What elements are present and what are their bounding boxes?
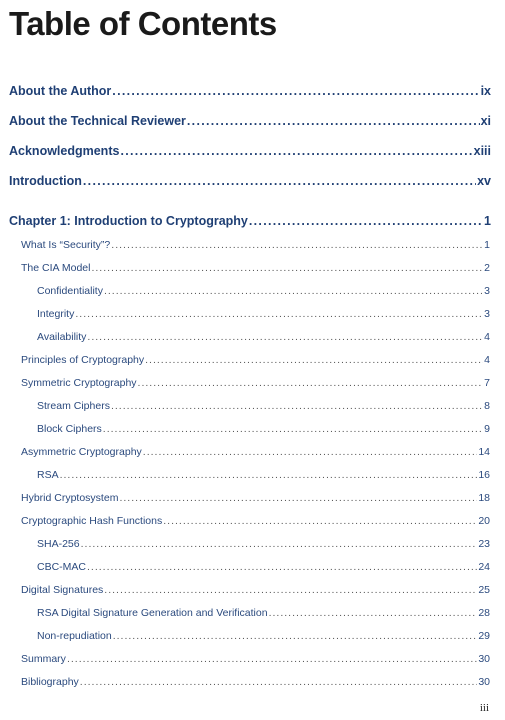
toc-entry-label: Non-repudiation: [37, 630, 112, 642]
toc-entry-label: Availability: [37, 331, 87, 343]
toc-entry-page: 3: [484, 285, 490, 297]
toc-entry-hybrid-cryptosystem[interactable]: [21, 492, 490, 504]
toc-entry-page: 7: [484, 377, 490, 389]
toc-entry-label: SHA-256: [37, 538, 80, 550]
dot-leader: [112, 84, 479, 98]
toc-entry-the-cia-model[interactable]: [21, 262, 490, 274]
toc-entry-rsa[interactable]: [37, 469, 490, 481]
toc-entry-symmetric-cryptography[interactable]: [21, 377, 490, 389]
toc-entry-page: 25: [478, 584, 490, 596]
toc-entry-summary[interactable]: [21, 653, 490, 665]
toc-entry-label: Cryptographic Hash Functions: [21, 515, 163, 527]
toc-entry-cryptographic-hash-functions[interactable]: [21, 515, 490, 527]
toc-entry-confidentiality[interactable]: [37, 285, 490, 297]
toc-entry-block-ciphers[interactable]: [37, 423, 490, 435]
dot-leader: [75, 308, 483, 320]
toc-entry-non-repudiation[interactable]: [37, 630, 490, 642]
toc-entry-principles-of-cryptography[interactable]: [21, 354, 490, 366]
toc-entry-page: 1: [484, 239, 490, 251]
dot-leader: [104, 285, 483, 297]
toc-entry-page: 3: [484, 308, 490, 320]
toc-entry-label: Summary: [21, 653, 66, 665]
page-number: iii: [479, 702, 489, 714]
dot-leader: [103, 423, 483, 435]
toc-entry-page: 29: [478, 630, 490, 642]
toc-entry-page: 16: [478, 469, 490, 481]
dot-leader: [80, 676, 478, 688]
toc-entry-asymmetric-cryptography[interactable]: [21, 446, 490, 458]
toc-entry-page: 28: [478, 607, 490, 619]
dot-leader: [91, 262, 483, 274]
toc-entry-label: Asymmetric Cryptography: [21, 446, 142, 458]
dot-leader: [111, 239, 483, 251]
toc-entry-page: 24: [478, 561, 490, 573]
toc-entry-page: 4: [484, 354, 490, 366]
dot-leader: [187, 114, 480, 128]
dot-leader: [67, 653, 477, 665]
toc-entry-page: xi: [480, 114, 491, 128]
toc-entry-about-the-author[interactable]: [9, 84, 491, 98]
toc-entry-label: RSA Digital Signature Generation and Verification: [37, 607, 268, 619]
toc-entry-label: About the Technical Reviewer: [9, 114, 186, 128]
dot-leader: [145, 354, 483, 366]
toc-entry-acknowledgments[interactable]: [9, 144, 491, 158]
dot-leader: [111, 400, 483, 412]
toc-entry-page: 30: [478, 653, 490, 665]
toc-entry-bibliography[interactable]: [21, 676, 490, 688]
toc-entry-label: Integrity: [37, 308, 75, 320]
toc-entry-label: Stream Ciphers: [37, 400, 110, 412]
toc-entry-introduction[interactable]: [9, 174, 491, 188]
toc-entry-label: Block Ciphers: [37, 423, 102, 435]
toc-entry-availability[interactable]: [37, 331, 490, 343]
toc-entry-page: 20: [478, 515, 490, 527]
dot-leader: [87, 561, 477, 573]
dot-leader: [87, 331, 483, 343]
toc-entry-label: Bibliography: [21, 676, 79, 688]
toc-entry-what-is-security[interactable]: [21, 239, 490, 251]
toc-entry-label: Principles of Cryptography: [21, 354, 145, 366]
toc-entry-label: Symmetric Cryptography: [21, 377, 137, 389]
toc-entry-page: ix: [480, 84, 491, 98]
dot-leader: [138, 377, 484, 389]
toc-entry-sha-256[interactable]: [37, 538, 490, 550]
toc-entry-page: 2: [484, 262, 490, 274]
dot-leader: [83, 174, 476, 188]
toc-entry-label: What Is “Security”?: [21, 239, 111, 251]
toc-entry-about-the-technical-reviewer[interactable]: [9, 114, 491, 128]
dot-leader: [113, 630, 478, 642]
toc-entry-chapter-1[interactable]: [9, 214, 491, 228]
dot-leader: [60, 469, 478, 481]
toc-entry-page: 18: [478, 492, 490, 504]
toc-entry-label: About the Author: [9, 84, 112, 98]
toc-entry-page: 4: [484, 331, 490, 343]
toc-entry-label: Digital Signatures: [21, 584, 104, 596]
toc-entry-digital-signatures[interactable]: [21, 584, 490, 596]
page-title: Table of Contents: [9, 5, 277, 42]
toc-entry-label: The CIA Model: [21, 262, 91, 274]
toc-entry-label: Acknowledgments: [9, 144, 120, 158]
toc-entry-label: CBC-MAC: [37, 561, 86, 573]
toc-entry-label: Confidentiality: [37, 285, 103, 297]
dot-leader: [269, 607, 478, 619]
dot-leader: [104, 584, 477, 596]
dot-leader: [81, 538, 478, 550]
toc-entry-label: Hybrid Cryptosystem: [21, 492, 119, 504]
toc-entry-label: Introduction: [9, 174, 82, 188]
toc-entry-page: 14: [478, 446, 490, 458]
toc-entry-page: 30: [478, 676, 490, 688]
toc-entry-page: 1: [484, 214, 491, 228]
toc-entry-page: 8: [484, 400, 490, 412]
dot-leader: [120, 144, 472, 158]
dot-leader: [163, 515, 477, 527]
toc-entry-page: 23: [478, 538, 490, 550]
toc-entry-label: RSA: [37, 469, 59, 481]
toc-entry-stream-ciphers[interactable]: [37, 400, 490, 412]
toc-entry-cbc-mac[interactable]: [37, 561, 490, 573]
toc-entry-rsa-digital-signature[interactable]: [37, 607, 490, 619]
dot-leader: [143, 446, 478, 458]
toc-entry-integrity[interactable]: [37, 308, 490, 320]
toc-entry-label: Chapter 1: Introduction to Cryptography: [9, 214, 248, 228]
toc-entry-page: xv: [477, 174, 491, 188]
toc-entry-page: 9: [484, 423, 490, 435]
dot-leader: [249, 214, 483, 228]
toc-entry-page: xiii: [473, 144, 491, 158]
dot-leader: [119, 492, 477, 504]
